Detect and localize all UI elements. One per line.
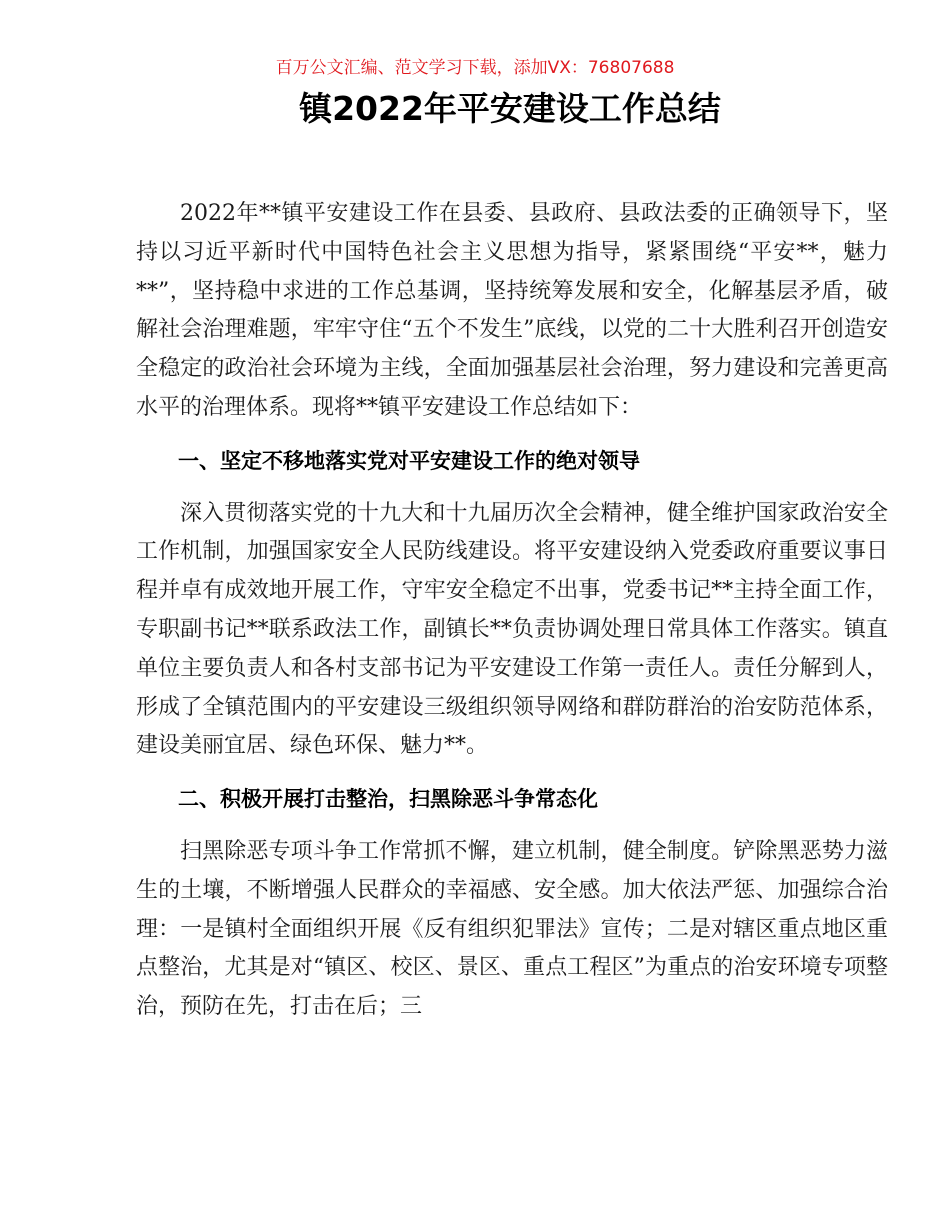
intro-paragraph: 2022年**镇平安建设工作在县委、县政府、县政法委的正确领导下，坚持以习近平新时代中国特色社会主义思想为指导，紧紧围绕“平安**，魅力**”，坚持稳中求进的工作总基调，坚持统筹发展和安全，化解基层矛盾，破解社会治理难题，牢牢守住“五个不发生”底线，以党的二十大胜利召开创造安全稳定的政治社会环境为主线，全面加强基层社会治理，努力建设和完善更高水平的治理体系。现将**镇平安建设工作总结如下： [136, 201, 888, 420]
spacer [136, 766, 888, 780]
section-paragraph-1: 深入贯彻落实党的十九大和十九届历次全会精神，健全维护国家政治安全工作机制，加强国家安全人民防线建设。将平安建设纳入党委政府重要议事日程并卓有成效地开展工作，守牢安全稳定不出事，党委书记**主持全面工作，专职副书记**联系政法工作，副镇长**负责协调处理日常具体工作落实。镇直单位主要负责人和各村支部书记为平安建设工作第一责任人。责任分解到人，形成了全镇范围内的平安建设三级组织领导网络和群防群治的治安防范体系，建设美丽宜居、绿色环保、魅力**。 [136, 500, 888, 759]
spacer [136, 819, 888, 833]
document-title: 镇2022年平安建设工作总结 [299, 89, 721, 128]
spacer [136, 481, 888, 495]
section-paragraph-2: 扫黑除恶专项斗争工作常抓不懈，建立机制，健全制度。铲除黑恶势力滋生的土壤，不断增强人民群众的幸福感、安全感。加大依法严惩、加强综合治理：一是镇村全面组织开展《反有组织犯罪法》宣传；二是对辖区重点地区重点整治，尤其是对“镇区、校区、景区、重点工程区”为重点的治安环境专项整治，预防在先，打击在后；三 [136, 838, 888, 1020]
spacer [136, 428, 888, 442]
document-body [136, 195, 888, 1027]
section-heading-1: 一、坚定不移地落实党对平安建设工作的绝对领导 [178, 448, 640, 473]
section-heading-2: 二、积极开展打击整治，扫黑除恶斗争常态化 [178, 787, 598, 812]
watermark-text: 百万公文汇编、范文学习下载，添加VX：76807688 [275, 58, 675, 78]
